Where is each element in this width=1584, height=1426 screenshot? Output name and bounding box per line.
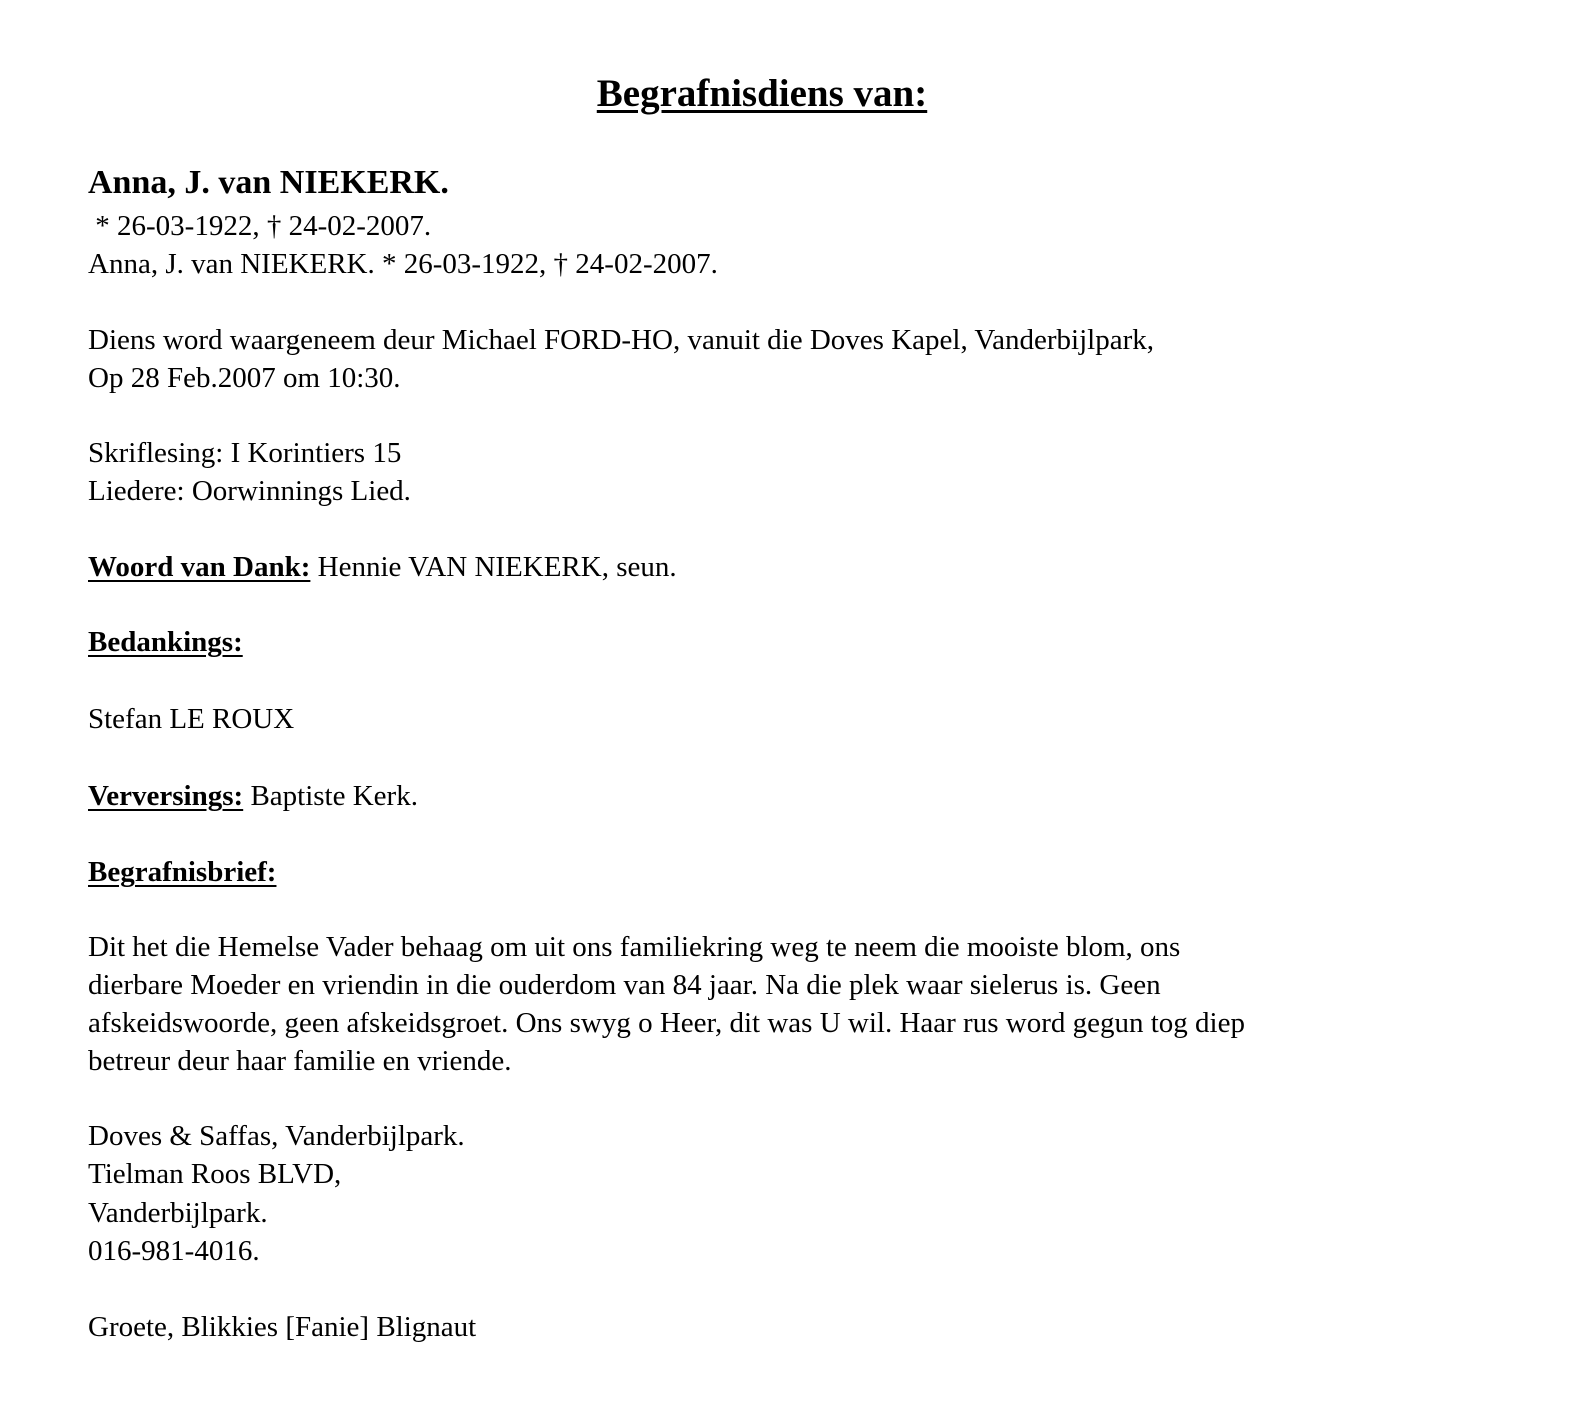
letter-line: afskeidswoorde, geen afskeidsgroet. Ons swyg o Heer, dit was U wil. Haar rus word gegun tog diep xyxy=(88,1007,1245,1039)
document-title xyxy=(0,70,1524,118)
letter-label: Begrafnisbrief: xyxy=(88,856,277,888)
acknowledgements-label: Bedankings: xyxy=(88,626,243,658)
letter-line: dierbare Moeder en vriendin in die ouderdom van 84 jaar. Na die plek waar sielerus is. Geen xyxy=(88,969,1161,1001)
closing-signature: Groete, Blikkies [Fanie] Blignaut xyxy=(88,1311,477,1343)
deceased-combined-line: Anna, J. van NIEKERK. * 26-03-1922, † 24-02-2007. xyxy=(88,248,718,280)
scripture-reading: Skriflesing: I Korintiers 15 xyxy=(88,437,402,469)
phone-number: 016-981-4016. xyxy=(88,1235,260,1267)
songs-line: Liedere: Oorwinnings Lied. xyxy=(88,475,411,507)
address-line: Vanderbijlpark. xyxy=(88,1197,268,1229)
acknowledgements-value: Stefan LE ROUX xyxy=(88,703,295,735)
letter-line: Dit het die Hemelse Vader behaag om uit ons familiekring weg te neem die mooiste blom, ons xyxy=(88,931,1181,963)
refreshments-label: Verversings: xyxy=(88,780,244,812)
letter-line: betreur deur haar familie en vriende. xyxy=(88,1045,512,1077)
service-line-2: Op 28 Feb.2007 om 10:30. xyxy=(88,362,401,394)
refreshments-line xyxy=(88,777,418,815)
deceased-name: Anna, J. van NIEKERK. xyxy=(88,164,449,201)
thanks-word-line xyxy=(88,548,677,586)
address-line: Doves & Saffas, Vanderbijlpark. xyxy=(88,1120,465,1152)
acknowledgements-heading-line xyxy=(88,623,243,661)
deceased-dates: * 26-03-1922, † 24-02-2007. xyxy=(88,210,432,242)
refreshments-value: Baptiste Kerk. xyxy=(243,780,418,812)
thanks-word-label: Woord van Dank: xyxy=(88,551,311,583)
service-line-1: Diens word waargeneem deur Michael FORD-HO, vanuit die Doves Kapel, Vanderbijlpark, xyxy=(88,324,1155,356)
title-text: Begrafnisdiens van: xyxy=(596,72,928,115)
thanks-word-value: Hennie VAN NIEKERK, seun. xyxy=(310,551,677,583)
address-line: Tielman Roos BLVD, xyxy=(88,1158,342,1190)
letter-heading-line xyxy=(88,853,276,891)
